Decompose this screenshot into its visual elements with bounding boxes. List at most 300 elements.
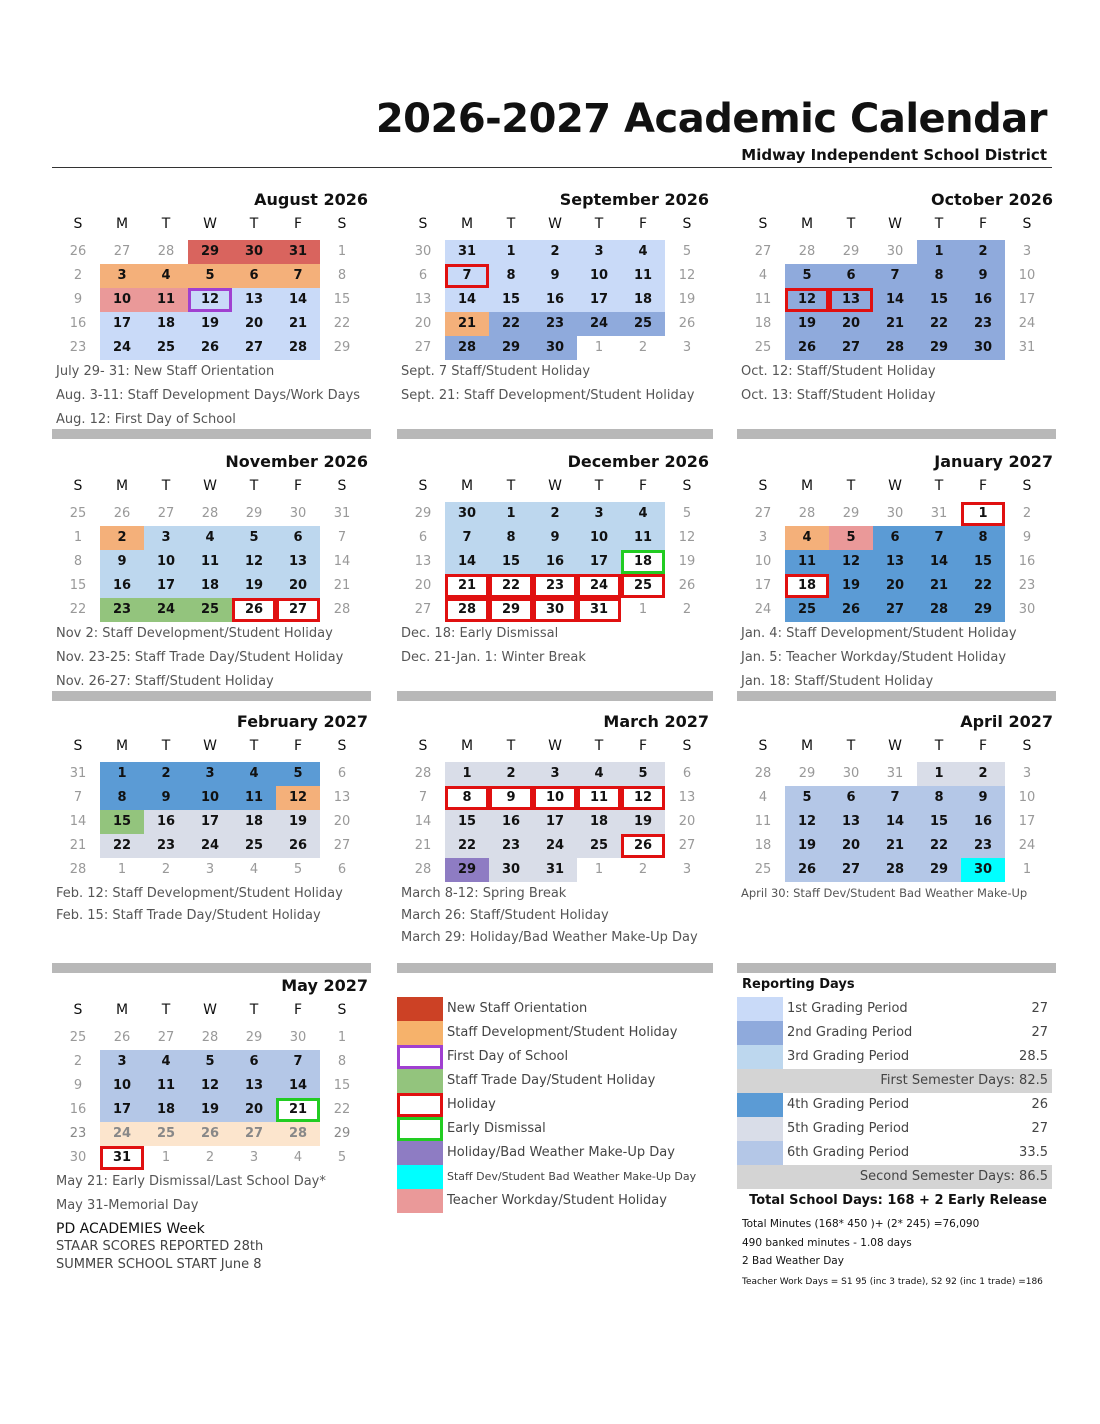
- calendar-day: 5: [188, 264, 232, 288]
- legend-label: Early Dismissal: [447, 1121, 546, 1136]
- calendar-day: 31: [69, 766, 87, 781]
- calendar-day: 6: [232, 264, 276, 288]
- legend-item: [397, 1165, 717, 1189]
- weekday-header: S: [337, 478, 347, 494]
- weekday-header: S: [758, 216, 768, 232]
- calendar-day: 17: [100, 312, 144, 336]
- calendar-day: 5: [785, 786, 829, 810]
- calendar-day: 28: [201, 1030, 219, 1045]
- calendar-day: 24: [1018, 316, 1036, 331]
- calendar-day: 26: [188, 336, 232, 360]
- calendar-day: 31: [577, 598, 621, 622]
- calendar-day: 12: [232, 550, 276, 574]
- weekday-header: F: [293, 738, 303, 754]
- calendar-day: 20: [414, 578, 432, 593]
- legend-swatch: [397, 1189, 443, 1213]
- weekday-header: M: [800, 478, 814, 494]
- calendar-day: 18: [754, 316, 772, 331]
- calendar-note: Jan. 18: Staff/Student Holiday: [741, 674, 934, 689]
- calendar-note: April 30: Staff Dev/Student Bad Weather Make-Up: [741, 886, 1028, 900]
- calendar-day: 8: [100, 786, 144, 810]
- header-divider: [52, 167, 1052, 168]
- calendar-day: 21: [414, 838, 432, 853]
- calendar-day: 22: [489, 312, 533, 336]
- calendar-day: 29: [489, 336, 533, 360]
- calendar-day: 4: [293, 1150, 303, 1165]
- weekday-header: M: [800, 738, 814, 754]
- calendar-day: 23: [533, 574, 577, 598]
- calendar-day: 28: [798, 244, 816, 259]
- grading-period-row: [737, 1117, 1052, 1141]
- calendar-day: 25: [621, 574, 665, 598]
- calendar-day: 11: [144, 1074, 188, 1098]
- calendar-day: 1: [117, 862, 127, 877]
- calendar-day: 1: [337, 244, 347, 259]
- calendar-day: 13: [276, 550, 320, 574]
- calendar-day: 27: [276, 598, 320, 622]
- weekday-header: T: [594, 478, 604, 494]
- weekday-header: W: [548, 216, 562, 232]
- calendar-day: 30: [886, 244, 904, 259]
- weekday-header: T: [846, 478, 856, 494]
- weekday-header: W: [203, 216, 217, 232]
- calendar-day: 9: [1022, 530, 1032, 545]
- period-days: 27: [1031, 1001, 1048, 1016]
- calendar-day: 14: [333, 554, 351, 569]
- calendar-day: 25: [188, 598, 232, 622]
- calendar-day: 15: [333, 292, 351, 307]
- calendar-day: 14: [445, 288, 489, 312]
- calendar-day: 25: [577, 834, 621, 858]
- calendar-day: 26: [785, 336, 829, 360]
- calendar-day: 21: [917, 574, 961, 598]
- calendar-day: 22: [69, 602, 87, 617]
- calendar-day: 28: [754, 766, 772, 781]
- calendar-note: Dec. 18: Early Dismissal: [401, 626, 559, 641]
- calendar-day: 7: [73, 790, 83, 805]
- month-title: August 2026: [254, 190, 368, 209]
- calendar-day: 4: [785, 526, 829, 550]
- legend-swatch: [397, 1069, 443, 1093]
- calendar-day: 17: [577, 550, 621, 574]
- weekday-header: S: [337, 1002, 347, 1018]
- calendar-day: 16: [961, 288, 1005, 312]
- calendar-day: 22: [917, 312, 961, 336]
- calendar-day: 28: [69, 862, 87, 877]
- calendar-day: 11: [621, 526, 665, 550]
- calendar-day: 17: [188, 810, 232, 834]
- legend-swatch: [397, 1117, 443, 1141]
- calendar-day: 15: [445, 810, 489, 834]
- weekday-header: S: [337, 738, 347, 754]
- calendar-day: 9: [489, 786, 533, 810]
- weekday-header: M: [460, 738, 474, 754]
- month-title: December 2026: [567, 452, 709, 471]
- calendar-day: 7: [873, 786, 917, 810]
- legend-item: [397, 1045, 717, 1069]
- weekday-header: S: [682, 478, 692, 494]
- calendar-day: 16: [489, 810, 533, 834]
- calendar-day: 1: [594, 862, 604, 877]
- calendar-day: 7: [445, 526, 489, 550]
- calendar-day: 29: [842, 244, 860, 259]
- calendar-day: 14: [276, 1074, 320, 1098]
- grading-period-row: [737, 1045, 1052, 1069]
- weekday-header: F: [638, 738, 648, 754]
- calendar-day: 31: [1018, 340, 1036, 355]
- weekday-header: S: [758, 478, 768, 494]
- calendar-day: 19: [232, 574, 276, 598]
- calendar-day: 9: [144, 786, 188, 810]
- calendar-day: 1: [445, 762, 489, 786]
- calendar-day: 7: [917, 526, 961, 550]
- calendar-day: 21: [69, 838, 87, 853]
- calendar-day: 9: [961, 264, 1005, 288]
- calendar-day: 21: [445, 312, 489, 336]
- period-swatch: [737, 997, 783, 1021]
- teacher-work-days: Teacher Work Days = S1 95 (inc 3 trade), S2 92 (inc 1 trade) =186: [742, 1277, 1043, 1287]
- calendar-day: 29: [489, 598, 533, 622]
- calendar-day: 6: [418, 268, 428, 283]
- calendar-day: 29: [917, 336, 961, 360]
- calendar-day: 23: [961, 834, 1005, 858]
- calendar-day: 3: [100, 1050, 144, 1074]
- calendar-note: Jan. 4: Staff Development/Student Holiday: [741, 626, 1017, 641]
- weekday-header: S: [73, 1002, 83, 1018]
- weekday-header: S: [418, 478, 428, 494]
- calendar-day: 17: [754, 578, 772, 593]
- calendar-day: 13: [232, 1074, 276, 1098]
- calendar-day: 19: [678, 554, 696, 569]
- section-divider: [52, 429, 371, 439]
- calendar-day: 10: [577, 526, 621, 550]
- weekday-header: S: [73, 738, 83, 754]
- calendar-day: 8: [445, 786, 489, 810]
- calendar-day: 28: [414, 862, 432, 877]
- calendar-note: Nov 2: Staff Development/Student Holiday: [56, 626, 333, 641]
- calendar-day: 18: [232, 810, 276, 834]
- calendar-day: 13: [232, 288, 276, 312]
- calendar-day: 15: [489, 550, 533, 574]
- calendar-day: 14: [276, 288, 320, 312]
- calendar-note: Nov. 26-27: Staff/Student Holiday: [56, 674, 274, 689]
- staar-note: STAAR SCORES REPORTED 28th: [56, 1239, 264, 1254]
- period-name: 5th Grading Period: [787, 1121, 910, 1136]
- calendar-day: 3: [1022, 244, 1032, 259]
- calendar-day: 13: [678, 790, 696, 805]
- calendar-day: 9: [73, 1078, 83, 1093]
- calendar-day: 8: [917, 786, 961, 810]
- calendar-day: 14: [873, 288, 917, 312]
- calendar-note: Dec. 21-Jan. 1: Winter Break: [401, 650, 586, 665]
- calendar-day: 1: [73, 530, 83, 545]
- calendar-day: 20: [333, 814, 351, 829]
- calendar-day: 24: [577, 312, 621, 336]
- calendar-day: 31: [100, 1146, 144, 1170]
- calendar-day: 25: [144, 336, 188, 360]
- calendar-day: 29: [917, 858, 961, 882]
- calendar-day: 3: [577, 502, 621, 526]
- weekday-header: S: [758, 738, 768, 754]
- calendar-day: 28: [276, 1122, 320, 1146]
- weekday-header: S: [682, 216, 692, 232]
- calendar-day: 11: [577, 786, 621, 810]
- legend-item: [397, 997, 717, 1021]
- calendar-day: 31: [333, 506, 351, 521]
- calendar-day: 4: [758, 790, 768, 805]
- calendar-day: 3: [188, 762, 232, 786]
- calendar-day: 27: [232, 336, 276, 360]
- weekday-header: T: [161, 738, 171, 754]
- calendar-day: 2: [638, 340, 648, 355]
- weekday-header: W: [888, 216, 902, 232]
- weekday-header: T: [249, 478, 259, 494]
- section-divider: [737, 963, 1056, 973]
- calendar-day: 21: [276, 312, 320, 336]
- calendar-day: 13: [414, 554, 432, 569]
- legend-label: New Staff Orientation: [447, 1001, 588, 1016]
- calendar-day: 12: [276, 786, 320, 810]
- weekday-header: T: [594, 216, 604, 232]
- pd-academies-note: PD ACADEMIES Week: [56, 1221, 205, 1237]
- calendar-day: 14: [414, 814, 432, 829]
- calendar-day: 24: [533, 834, 577, 858]
- calendar-day: 13: [873, 550, 917, 574]
- weekday-header: S: [73, 478, 83, 494]
- weekday-header: T: [934, 478, 944, 494]
- calendar-day: 29: [333, 340, 351, 355]
- calendar-day: 2: [961, 762, 1005, 786]
- calendar-day: 25: [69, 506, 87, 521]
- calendar-day: 2: [682, 602, 692, 617]
- calendar-day: 12: [678, 530, 696, 545]
- calendar-note: Jan. 5: Teacher Workday/Student Holiday: [741, 650, 1007, 665]
- weekday-header: S: [1022, 738, 1032, 754]
- calendar-day: 18: [785, 574, 829, 598]
- calendar-note: Sept. 7 Staff/Student Holiday: [401, 364, 591, 379]
- calendar-day: 23: [533, 312, 577, 336]
- weekday-header: T: [506, 216, 516, 232]
- weekday-header: T: [934, 738, 944, 754]
- calendar-day: 7: [445, 264, 489, 288]
- calendar-day: 11: [754, 814, 772, 829]
- legend-item: [397, 1117, 717, 1141]
- calendar-day: 1: [100, 762, 144, 786]
- calendar-day: 4: [577, 762, 621, 786]
- calendar-day: 22: [333, 316, 351, 331]
- section-divider: [737, 691, 1056, 701]
- section-divider: [52, 963, 371, 973]
- calendar-day: 4: [621, 240, 665, 264]
- section-divider: [397, 963, 713, 973]
- calendar-day: 12: [785, 810, 829, 834]
- banked-minutes: 490 banked minutes - 1.08 days: [742, 1237, 912, 1249]
- calendar-day: 7: [276, 264, 320, 288]
- calendar-note: Oct. 13: Staff/Student Holiday: [741, 388, 936, 403]
- month-title: October 2026: [930, 190, 1053, 209]
- calendar-day: 20: [232, 312, 276, 336]
- calendar-day: 29: [188, 240, 232, 264]
- weekday-header: M: [115, 478, 129, 494]
- calendar-day: 15: [489, 288, 533, 312]
- calendar-day: 27: [829, 858, 873, 882]
- month-title: March 2027: [603, 712, 709, 731]
- period-swatch: [737, 1141, 783, 1165]
- calendar-day: 16: [961, 810, 1005, 834]
- calendar-day: 30: [961, 858, 1005, 882]
- legend-item: [397, 1141, 717, 1165]
- legend-swatch: [397, 1165, 443, 1189]
- calendar-day: 5: [682, 244, 692, 259]
- calendar-day: 27: [157, 506, 175, 521]
- calendar-day: 19: [188, 312, 232, 336]
- calendar-day: 22: [917, 834, 961, 858]
- calendar-day: 21: [445, 574, 489, 598]
- section-divider: [737, 429, 1056, 439]
- calendar-day: 4: [144, 264, 188, 288]
- calendar-day: 29: [842, 506, 860, 521]
- calendar-day: 14: [69, 814, 87, 829]
- calendar-day: 16: [100, 574, 144, 598]
- calendar-day: 11: [144, 288, 188, 312]
- calendar-day: 26: [785, 858, 829, 882]
- calendar-day: 27: [113, 244, 131, 259]
- calendar-day: 14: [445, 550, 489, 574]
- calendar-day: 28: [445, 336, 489, 360]
- calendar-day: 12: [621, 786, 665, 810]
- calendar-day: 22: [961, 574, 1005, 598]
- period-name: 1st Grading Period: [787, 1001, 908, 1016]
- calendar-day: 23: [489, 834, 533, 858]
- calendar-day: 11: [621, 264, 665, 288]
- period-name: 6th Grading Period: [787, 1145, 910, 1160]
- calendar-day: 1: [161, 1150, 171, 1165]
- period-days: 28.5: [1019, 1049, 1048, 1064]
- calendar-day: 17: [577, 288, 621, 312]
- calendar-day: 15: [917, 288, 961, 312]
- legend-label: First Day of School: [447, 1049, 569, 1064]
- calendar-day: 5: [337, 1150, 347, 1165]
- calendar-day: 11: [188, 550, 232, 574]
- calendar-day: 25: [144, 1122, 188, 1146]
- calendar-day: 22: [489, 574, 533, 598]
- calendar-day: 18: [188, 574, 232, 598]
- calendar-note: March 29: Holiday/Bad Weather Make-Up Day: [401, 930, 698, 945]
- legend-item: [397, 1093, 717, 1117]
- calendar-day: 30: [533, 336, 577, 360]
- calendar-day: 26: [69, 244, 87, 259]
- calendar-day: 28: [333, 602, 351, 617]
- calendar-day: 2: [533, 240, 577, 264]
- calendar-day: 19: [829, 574, 873, 598]
- calendar-day: 27: [232, 1122, 276, 1146]
- calendar-note: Feb. 12: Staff Development/Student Holiday: [56, 886, 343, 901]
- period-days: 26: [1031, 1097, 1048, 1112]
- calendar-day: 23: [1018, 578, 1036, 593]
- calendar-day: 13: [829, 810, 873, 834]
- weekday-header: M: [460, 216, 474, 232]
- calendar-day: 18: [621, 288, 665, 312]
- calendar-day: 10: [533, 786, 577, 810]
- calendar-day: 1: [489, 502, 533, 526]
- calendar-day: 6: [337, 862, 347, 877]
- calendar-day: 1: [594, 340, 604, 355]
- calendar-day: 30: [445, 502, 489, 526]
- weekday-header: M: [460, 478, 474, 494]
- calendar-day: 13: [333, 790, 351, 805]
- legend-item: [397, 1189, 717, 1213]
- calendar-day: 30: [414, 244, 432, 259]
- calendar-day: 7: [418, 790, 428, 805]
- calendar-day: 26: [621, 834, 665, 858]
- legend-label: Staff Trade Day/Student Holiday: [447, 1073, 656, 1088]
- period-swatch: [737, 1117, 783, 1141]
- calendar-day: 5: [829, 526, 873, 550]
- weekday-header: S: [337, 216, 347, 232]
- calendar-day: 28: [157, 244, 175, 259]
- calendar-day: 30: [489, 858, 533, 882]
- calendar-day: 8: [489, 264, 533, 288]
- weekday-header: W: [888, 738, 902, 754]
- calendar-day: 1: [1022, 862, 1032, 877]
- calendar-day: 3: [682, 862, 692, 877]
- calendar-day: 24: [144, 598, 188, 622]
- calendar-day: 26: [678, 578, 696, 593]
- weekday-header: M: [115, 1002, 129, 1018]
- calendar-day: 10: [100, 288, 144, 312]
- weekday-header: T: [846, 738, 856, 754]
- calendar-day: 26: [113, 1030, 131, 1045]
- calendar-day: 3: [682, 340, 692, 355]
- weekday-header: M: [115, 216, 129, 232]
- weekday-header: F: [293, 216, 303, 232]
- calendar-day: 8: [917, 264, 961, 288]
- calendar-day: 20: [829, 312, 873, 336]
- calendar-day: 2: [489, 762, 533, 786]
- calendar-day: 16: [69, 316, 87, 331]
- grading-period-row: [737, 1141, 1052, 1165]
- weekday-header: T: [161, 1002, 171, 1018]
- calendar-day: 17: [1018, 292, 1036, 307]
- calendar-day: 30: [1018, 602, 1036, 617]
- calendar-day: 4: [621, 502, 665, 526]
- calendar-day: 3: [533, 762, 577, 786]
- calendar-day: 27: [333, 838, 351, 853]
- calendar-day: 10: [1018, 268, 1036, 283]
- calendar-day: 16: [69, 1102, 87, 1117]
- calendar-day: 9: [73, 292, 83, 307]
- total-minutes: Total Minutes (168* 450 )+ (2* 245) =76,090: [742, 1218, 980, 1230]
- month-title: January 2027: [934, 452, 1053, 471]
- calendar-day: 2: [73, 1054, 83, 1069]
- calendar-day: 25: [232, 834, 276, 858]
- calendar-day: 27: [678, 838, 696, 853]
- weekday-header: T: [161, 216, 171, 232]
- calendar-day: 1: [961, 502, 1005, 526]
- calendar-day: 24: [100, 1122, 144, 1146]
- calendar-day: 1: [917, 762, 961, 786]
- calendar-day: 23: [961, 312, 1005, 336]
- calendar-day: 16: [144, 810, 188, 834]
- calendar-note: March 26: Staff/Student Holiday: [401, 908, 609, 923]
- calendar-day: 15: [100, 810, 144, 834]
- calendar-day: 24: [1018, 838, 1036, 853]
- calendar-day: 2: [961, 240, 1005, 264]
- legend-item: [397, 1069, 717, 1093]
- weekday-header: W: [203, 738, 217, 754]
- calendar-day: 24: [754, 602, 772, 617]
- calendar-note: Oct. 12: Staff/Student Holiday: [741, 364, 936, 379]
